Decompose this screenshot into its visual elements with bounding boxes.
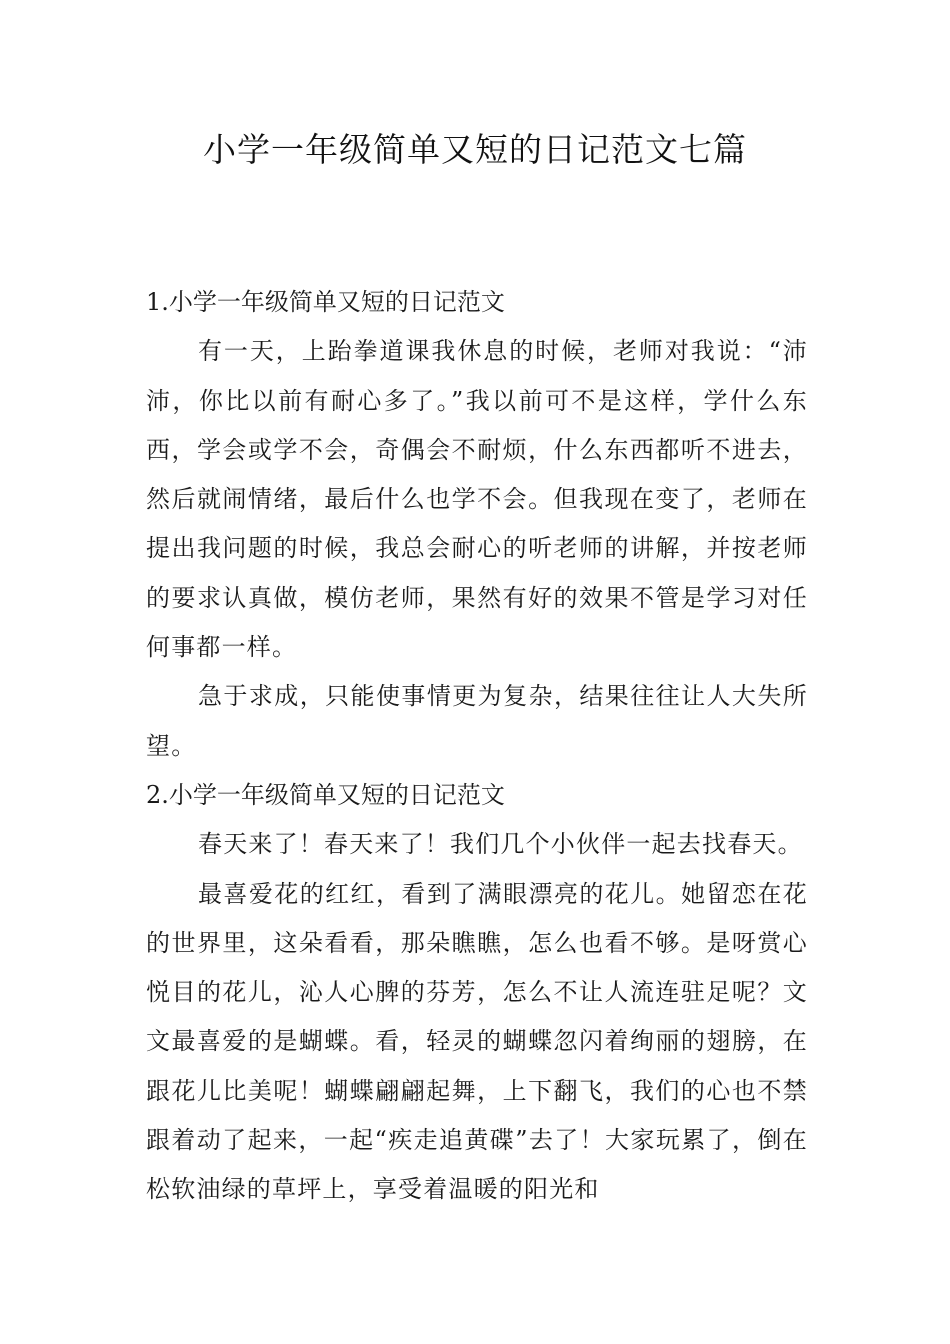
document-body [146, 278, 808, 1215]
section-2-paragraph-1: 春天来了！春天来了！我们几个小伙伴一起去找春天。 [198, 830, 803, 859]
section-2-heading: 2.小学一年级简单又短的日记范文 [146, 780, 505, 809]
section-2-paragraph-2: 最喜爱花的红红，看到了满眼漂亮的花儿。她留恋在花的世界里，这朵看看，那朵瞧瞧，怎么也看不够。是呀赏心悦目的花儿，沁人心脾的芬芳，怎么不让人流连驻足呢？文文最喜爱的是蝴蝶。看，轻灵的蝴蝶忽闪着绚丽的翅膀，在跟花儿比美呢！蝴蝶翩翩起舞，上下翻飞，我们的心也不禁跟着动了起来，一起“疾走追黄碟”去了！大家玩累了，倒在松软油绿的草坪上，享受着温暖的阳光和 [146, 879, 808, 1204]
section-1-heading: 1.小学一年级简单又短的日记范文 [146, 288, 505, 316]
section-1-paragraph-2: 急于求成，只能使事情更为复杂，结果往往让人大失所望。 [146, 682, 808, 760]
section-1-paragraph-1: 有一天，上跆拳道课我休息的时候，老师对我说：“沛沛，你比以前有耐心多了。”我以前可不是这样，学什么东西，学会或学不会，奇偶会不耐烦，什么东西都听不进去，然后就闹情绪，最后什么也学不会。但我现在变了，老师在提出我问题的时候，我总会耐心的听老师的讲解，并按老师的要求认真做，模仿老师，果然有好的效果不管是学习对任何事都一样。 [146, 337, 808, 662]
document-title: 小学一年级简单又短的日记范文七篇 [203, 130, 747, 169]
